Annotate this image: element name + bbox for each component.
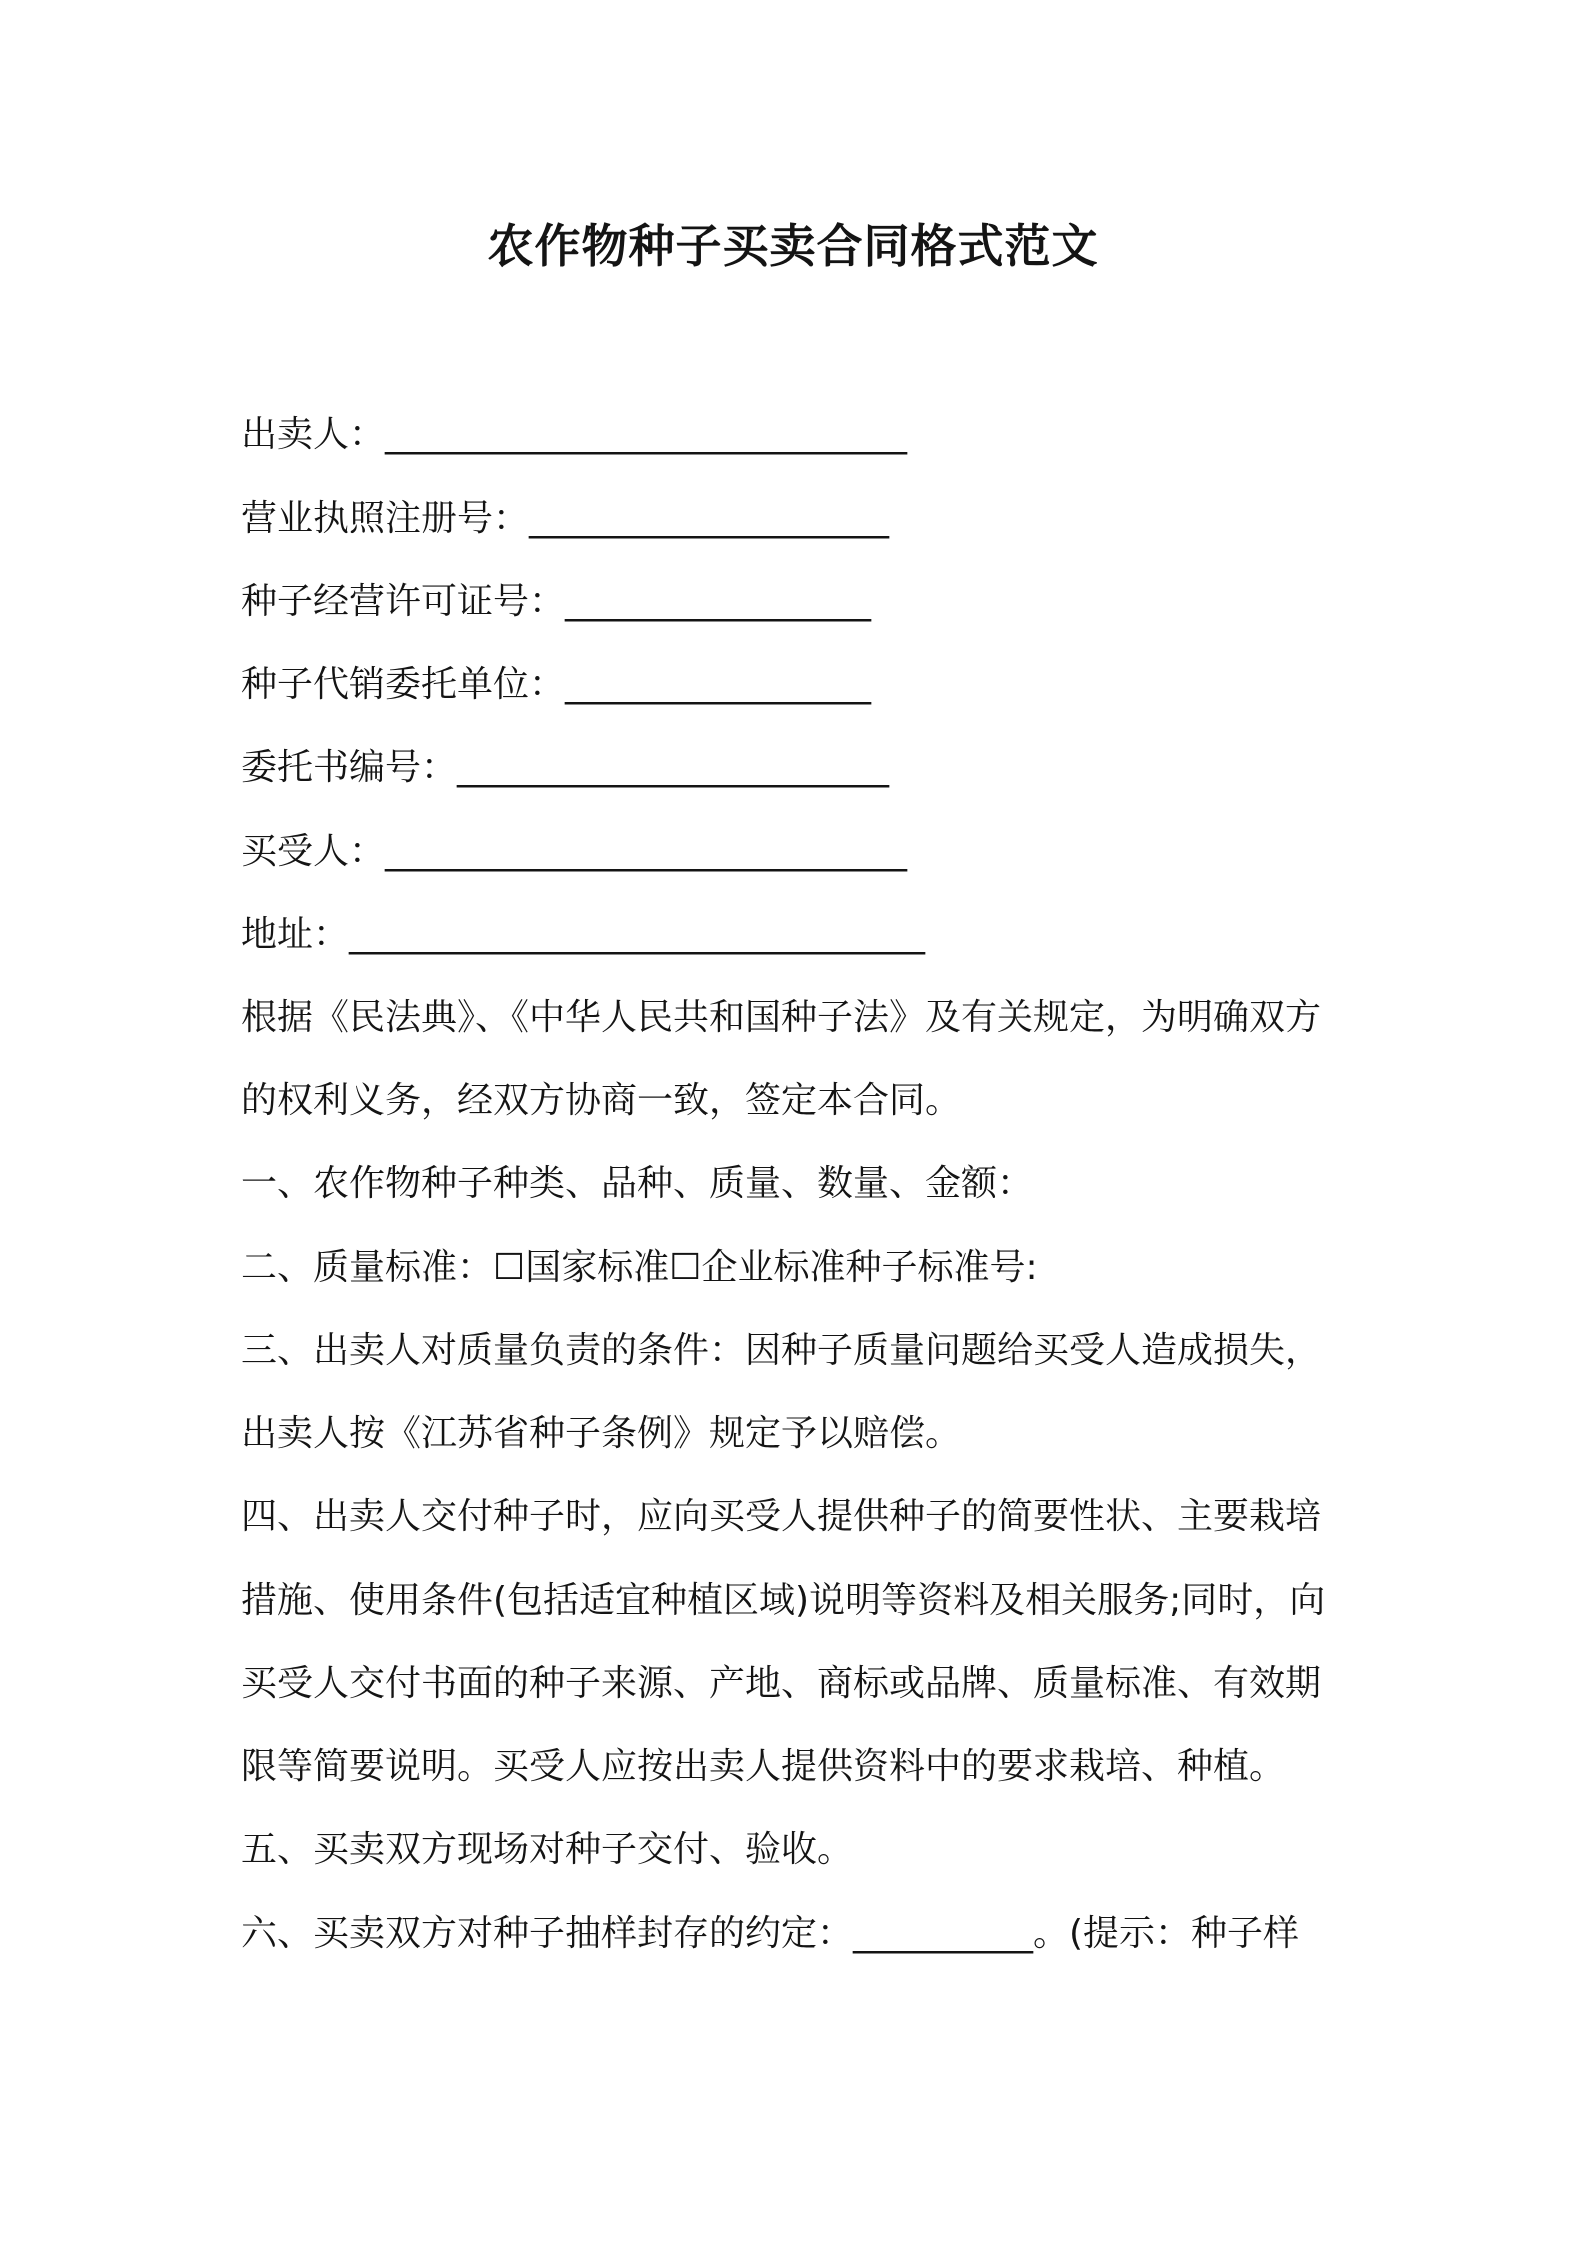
- address-field-text: 地址：________________________________: [241, 914, 926, 955]
- seller-field-text: 出卖人：_____________________________: [241, 414, 908, 455]
- document-title: 农作物种子买卖合同格式范文: [487, 219, 1099, 273]
- clause-5: 五、买卖双方现场对种子交付、验收。: [241, 1829, 854, 1870]
- seller-field: [241, 409, 1361, 461]
- seed-license-field-text: 种子经营许可证号：_________________: [241, 581, 872, 622]
- seed-license-field: [241, 576, 1361, 628]
- clause-4-line: 四、出卖人交付种子时，应向买受人提供种子的简要性状、主要栽培: [241, 1496, 1322, 1537]
- clause-4-line: 措施、使用条件(包括适宜种植区域)说明等资料及相关服务;同时，向: [241, 1580, 1326, 1621]
- clause-2: 二、质量标准：☐国家标准☐企业标准种子标准号:: [241, 1247, 1038, 1288]
- clause-3-line: 三、出卖人对质量负责的条件：因种子质量问题给买受人造成损失，: [241, 1330, 1322, 1371]
- buyer-field-text: 买受人：_____________________________: [241, 831, 908, 872]
- clause-4-line: 限等简要说明。买受人应按出卖人提供资料中的要求栽培、种植。: [241, 1746, 1286, 1787]
- clause-3-line: 出卖人按《江苏省种子条例》规定予以赔偿。: [241, 1413, 962, 1454]
- business-license-field-text: 营业执照注册号：____________________: [241, 498, 890, 539]
- commission-no-field-text: 委托书编号：________________________: [241, 747, 890, 788]
- clause-4-line: 买受人交付书面的种子来源、产地、商标或品牌、质量标准、有效期: [241, 1663, 1322, 1704]
- intro-paragraph-line: 的权利义务，经双方协商一致，签定本合同。: [241, 1080, 962, 1121]
- business-license-field: [241, 493, 1361, 545]
- agent-unit-field: [241, 659, 1361, 711]
- agent-unit-field-text: 种子代销委托单位：_________________: [241, 664, 872, 705]
- buyer-field: [241, 826, 1361, 878]
- clause-6: 六、买卖双方对种子抽样封存的约定：__________。(提示：种子样: [241, 1913, 1300, 1954]
- clause-1: 一、农作物种子种类、品种、质量、数量、金额：: [241, 1163, 1034, 1204]
- commission-no-field: [241, 742, 1361, 794]
- address-field: [241, 909, 1361, 961]
- intro-paragraph-line: 根据《民法典》、《中华人民共和国种子法》及有关规定，为明确双方: [241, 997, 1322, 1038]
